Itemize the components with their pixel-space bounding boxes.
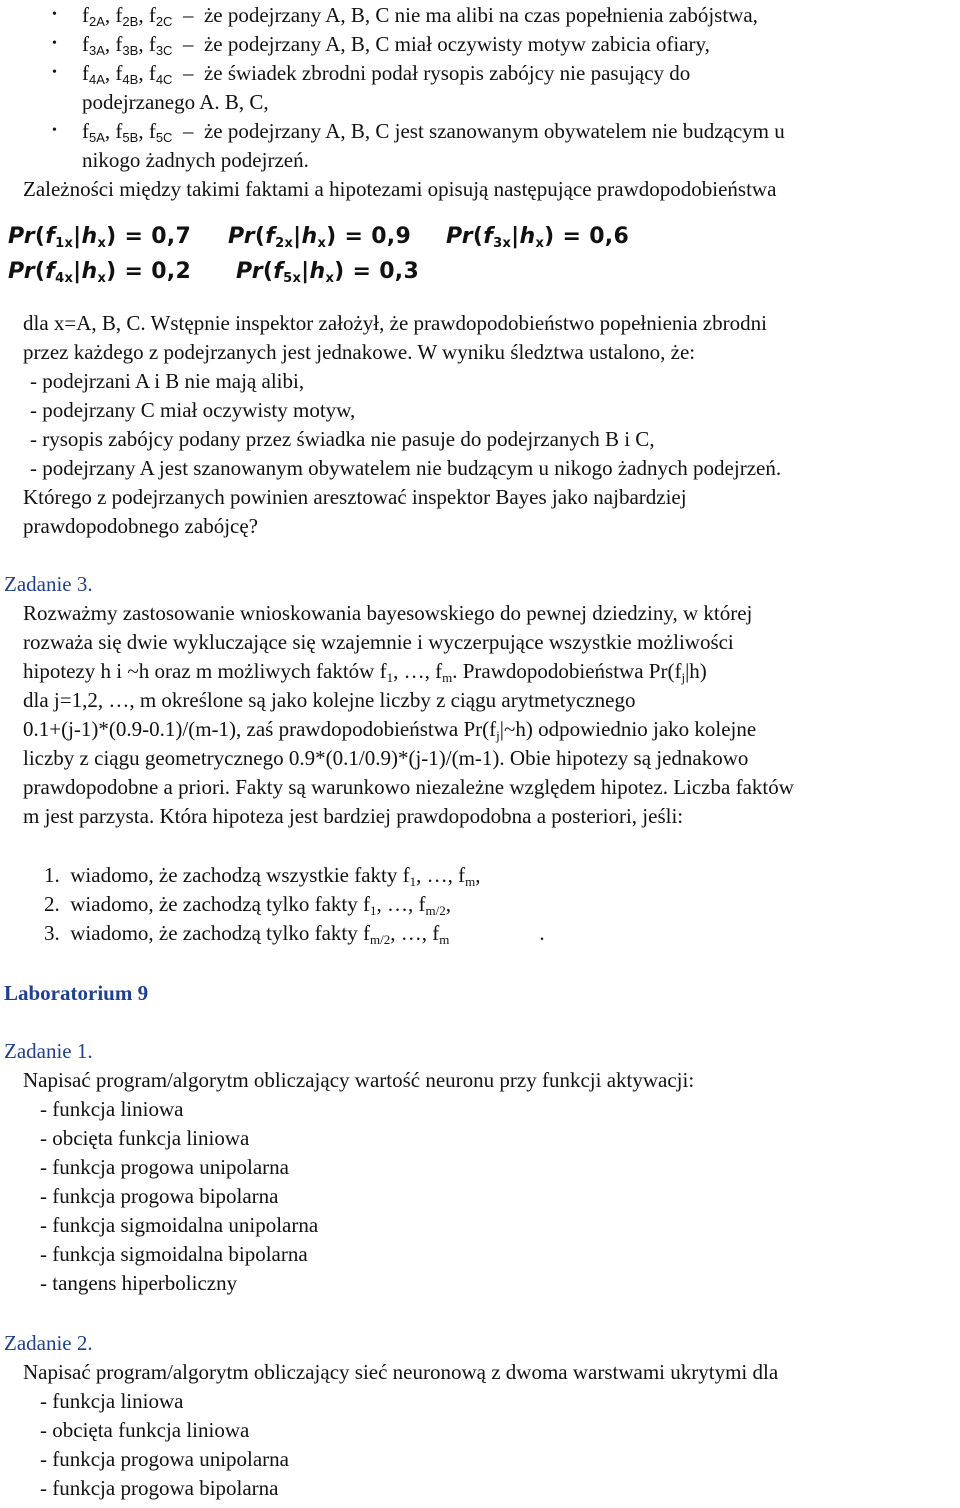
question-line: Którego z podejrzanych powinien aresztować inspektor Bayes jako najbardziej [23, 485, 687, 509]
paragraph-line: m jest parzysta. Która hipoteza jest bardziej prawdopodobna a posteriori, jeśli: [23, 804, 684, 828]
paragraph-line: rozważa się dwie wykluczające się wzajemnie i wyczerpujące wszystkie możliwości [23, 630, 734, 654]
fact-item-3: $f_{4A}$, $f_{4B}$, $f_{4C}$ – że świadek zbrodni podał rysopis zabójcy nie pasujący do [82, 61, 691, 87]
bullet-dot-icon: • [52, 7, 57, 22]
condition-item-3: 3. wiadomo, że zachodzą tylko fakty $f_{m/2}$, …, $f_m$ . [44, 921, 545, 947]
list-item: - obcięta funkcja liniowa [40, 1418, 250, 1442]
lab-zadanie-1-intro: Napisać program/algorytm obliczający wartość neuronu przy funkcji aktywacji: [23, 1068, 695, 1092]
list-item: - funkcja liniowa [40, 1097, 184, 1121]
fact-item-4-continuation: nikogo żadnych podejrzeń. [82, 148, 309, 172]
fact-item-3-continuation: podejrzanego A. B, C, [82, 90, 269, 114]
formula-pr-f3x: $Pr(f_{3x}|h_x) = 0,6$ [446, 224, 630, 251]
bullet-dot-icon: • [52, 65, 57, 80]
list-item: - funkcja progowa bipolarna [40, 1476, 279, 1500]
formula-pr-f2x: $Pr(f_{2x}|h_x) = 0,9$ [228, 224, 412, 251]
paragraph-line: dla j=1,2, …, m określone są jako kolejne liczby z ciągu arytmetycznego [23, 688, 636, 712]
question-line: prawdopodobnego zabójcę? [23, 514, 258, 538]
dependency-intro: Zależności między takimi faktami a hipotezami opisują następujące prawdopodobieństwa [23, 177, 777, 201]
finding-item: - podejrzany C miał oczywisty motyw, [30, 398, 356, 422]
paragraph-line: Rozważmy zastosowanie wnioskowania bayesowskiego do pewnej dziedziny, w której [23, 601, 753, 625]
list-item: - funkcja liniowa [40, 1389, 184, 1413]
lab-zadanie-1-heading: Zadanie 1. [4, 1039, 93, 1063]
list-item: - tangens hiperboliczny [40, 1271, 238, 1295]
fact-item-1: $f_{2A}$, $f_{2B}$, $f_{2C}$ – że podejrzany A, B, C nie ma alibi na czas popełnienia zabójstwa, [82, 3, 758, 29]
condition-item-2: 2. wiadomo, że zachodzą tylko fakty $f_1$, …, $f_{m/2}$, [44, 892, 451, 918]
bullet-dot-icon: • [52, 36, 57, 51]
lab-heading: Laboratorium 9 [4, 981, 149, 1005]
list-item: - funkcja progowa bipolarna [40, 1184, 279, 1208]
bullet-dot-icon: • [52, 123, 57, 138]
list-item: - funkcja sigmoidalna unipolarna [40, 1213, 319, 1237]
list-item: - funkcja progowa unipolarna [40, 1447, 289, 1471]
finding-item: - podejrzani A i B nie mają alibi, [30, 369, 305, 393]
formula-pr-f4x: $Pr(f_{4x}|h_x) = 0,2$ [8, 259, 192, 286]
zadanie-3-heading: Zadanie 3. [4, 572, 93, 596]
paragraph-line: hipotezy h i ~h oraz m możliwych faktów $f_1$, …, $f_m$. Prawdopodobieństwa $Pr(f_j|h)$ [23, 659, 707, 685]
lab-zadanie-2-intro: Napisać program/algorytm obliczający sieć neuronową z dwoma warstwami ukrytymi dla [23, 1360, 779, 1384]
paragraph-line: przez każdego z podejrzanych jest jednakowe. W wyniku śledztwa ustalono, że: [23, 340, 696, 364]
paragraph-line: dla x=A, B, C. Wstępnie inspektor założył, że prawdopodobieństwo popełnienia zbrodni [23, 311, 767, 335]
condition-item-1: 1. wiadomo, że zachodzą wszystkie fakty $f_1$, …, $f_m$, [44, 863, 481, 889]
paragraph-line: prawdopodobne a priori. Fakty są warunkowo niezależne względem hipotez. Liczba faktów [23, 775, 794, 799]
finding-item: - podejrzany A jest szanowanym obywatelem nie budzącym u nikogo żadnych podejrzeń. [30, 456, 782, 480]
formula-pr-f1x: $Pr(f_{1x}|h_x) = 0,7$ [8, 224, 192, 251]
fact-item-4: $f_{5A}$, $f_{5B}$, $f_{5C}$ – że podejrzany A, B, C jest szanowanym obywatelem nie budzącym u [82, 119, 785, 145]
lab-zadanie-2-heading: Zadanie 2. [4, 1331, 93, 1355]
fact-item-2: $f_{3A}$, $f_{3B}$, $f_{3C}$ – że podejrzany A, B, C miał oczywisty motyw zabicia ofiary, [82, 32, 710, 58]
list-item: - obcięta funkcja liniowa [40, 1126, 250, 1150]
list-item: - funkcja progowa unipolarna [40, 1155, 289, 1179]
list-item: - funkcja sigmoidalna bipolarna [40, 1242, 308, 1266]
paragraph-line: liczby z ciągu geometrycznego 0.9*(0.1/0.9)*(j-1)/(m-1). Obie hipotezy są jednakowo [23, 746, 749, 770]
paragraph-line: 0.1+(j-1)*(0.9-0.1)/(m-1), zaś prawdopodobieństwa $Pr(f_j|\sim h)$ odpowiednio jako kolejne [23, 717, 757, 743]
finding-item: - rysopis zabójcy podany przez świadka nie pasuje do podejrzanych B i C, [30, 427, 655, 451]
formula-pr-f5x: $Pr(f_{5x}|h_x) = 0,3$ [236, 259, 420, 286]
